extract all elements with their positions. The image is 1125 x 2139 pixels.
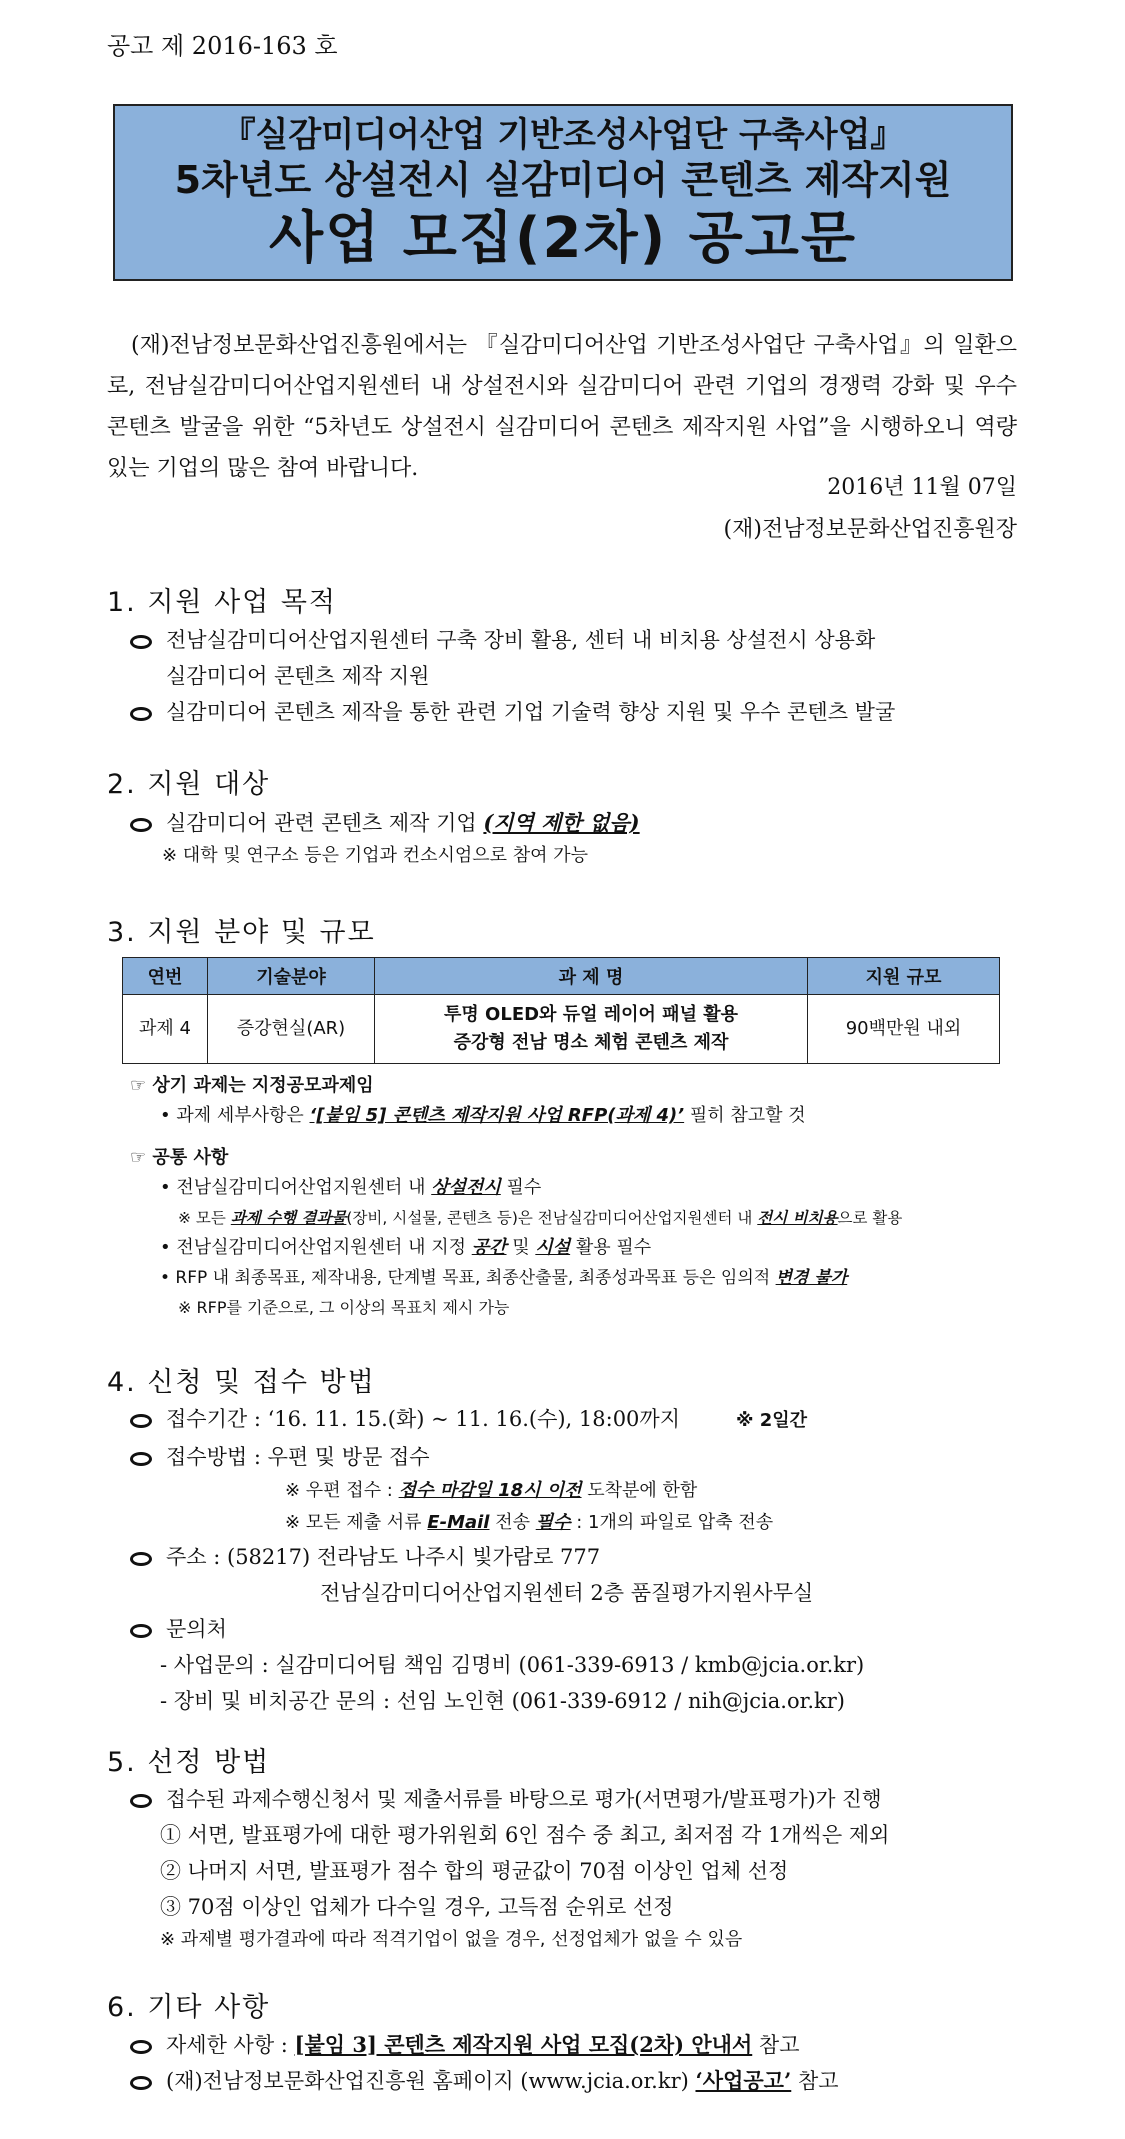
section-1-body <box>130 622 1020 730</box>
intro-text: (재)전남정보문화산업진흥원에서는 『실감미디어산업 기반조성사업단 구축사업』의 일환으로, 전남실감미디어산업지원센터 내 상설전시와 실감미디어 관련 기업의 경쟁력 강화 및 우수 콘텐츠 발굴을 위한 “5차년도 상설전시 실감미디어 콘텐츠 제작지원 사업”을 시행하오니 역량 있는 기업의 많은 참여 바랍니다. <box>107 333 1017 481</box>
notice-date: 2016년 11월 07일 <box>827 475 1017 500</box>
section-6-title: 6. 기타 사항 <box>107 1992 271 2023</box>
circle-bullet-icon <box>130 707 152 721</box>
note: ※ 대학 및 연구소 등은 기업과 컨소시엄으로 참여 가능 <box>162 845 589 866</box>
list-item: • RFP 내 최종목표, 제작내용, 단계별 목표, 최종산출물, 최종성과목표 등은 임의적 변경 불가 <box>160 1268 848 1288</box>
title-banner <box>113 104 1013 281</box>
table-cell: 90백만원 내외 <box>808 995 1000 1064</box>
table-header: 지원 규모 <box>808 958 1000 995</box>
circle-bullet-icon <box>130 2076 152 2090</box>
pointer-note: ☞ 상기 과제는 지정공모과제임 <box>130 1075 374 1096</box>
table-cell: 증강현실(AR) <box>208 995 375 1064</box>
list-item: • 과제 세부사항은 ‘[붙임 5] 콘텐츠 제작지원 사업 RFP(과제 4)’ 필히 참고할 것 <box>160 1105 806 1126</box>
list-item: ② 나머지 서면, 발표평가 점수 합의 평균값이 70점 이상인 업체 선정 <box>160 1859 789 1883</box>
table-cell: 과제 4 <box>123 995 208 1064</box>
section-4-title: 4. 신청 및 접수 방법 <box>107 1367 376 1398</box>
notice-number: 공고 제 2016-163 호 <box>107 32 338 60</box>
note: ※ RFP를 기준으로, 그 이상의 목표치 제시 가능 <box>178 1298 510 1317</box>
circle-bullet-icon <box>130 818 152 832</box>
section-3-title: 3. 지원 분야 및 규모 <box>107 917 376 948</box>
section-2-title: 2. 지원 대상 <box>107 769 271 800</box>
note: ※ 모든 과제 수행 결과물(장비, 시설물, 콘텐츠 등)은 전남실감미디어산업지원센터 내 전시 비치용으로 활용 <box>178 1209 903 1227</box>
list-item: • 전남실감미디어산업지원센터 내 상설전시 필수 <box>160 1177 542 1198</box>
pointer-note: ☞ 공통 사항 <box>130 1147 229 1168</box>
list-item: ③ 70점 이상인 업체가 다수일 경우, 고득점 순위로 선정 <box>160 1895 674 1919</box>
banner-line-1: 『실감미디어산업 기반조성사업단 구축사업』 <box>221 115 905 155</box>
list-item: 접수기간 : ‘16. 11. 15.(화) ~ 11. 16.(수), 18:00까지 ※ 2일간 <box>130 1401 1020 1439</box>
address-line-2: 전남실감미디어산업지원센터 2층 품질평가지원사무실 <box>320 1581 814 1605</box>
section-4-body <box>130 1401 1020 1719</box>
section-1-title: 1. 지원 사업 목적 <box>107 587 338 618</box>
list-item: 전남실감미디어산업지원센터 구축 장비 활용, 센터 내 비치용 상설전시 상용화 <box>130 622 1020 658</box>
circle-bullet-icon <box>130 635 152 649</box>
table-header: 과 제 명 <box>375 958 808 995</box>
circle-bullet-icon <box>130 1552 152 1566</box>
circle-bullet-icon <box>130 1414 152 1428</box>
banner-line-2: 5차년도 상설전시 실감미디어 콘텐츠 제작지원 <box>174 158 952 202</box>
list-item: ① 서면, 발표평가에 대한 평가위원회 6인 점수 중 최고, 최저점 각 1개씩은 제외 <box>160 1823 890 1847</box>
circle-bullet-icon <box>130 1794 152 1808</box>
list-item: 접수방법 : 우편 및 방문 접수 <box>130 1439 1020 1475</box>
table-row <box>123 995 1000 1064</box>
list-item: 접수된 과제수행신청서 및 제출서류를 바탕으로 평가(서면평가/발표평가)가 진행 <box>130 1781 1020 1817</box>
note: ※ 과제별 평가결과에 따라 적격기업이 없을 경우, 선정업체가 없을 수 있음 <box>160 1929 743 1950</box>
intro-paragraph <box>107 325 1017 489</box>
list-item: 실감미디어 관련 콘텐츠 제작 기업 (지역 제한 없음) <box>130 805 1020 841</box>
section-5-body <box>130 1781 1020 1955</box>
section-3-notes <box>130 1071 1030 1323</box>
table-header-row <box>123 958 1000 995</box>
circle-bullet-icon <box>130 2040 152 2054</box>
note: ※ 우편 접수 : 접수 마감일 18시 이전 도착분에 한함 <box>285 1480 698 1501</box>
list-item: • 전남실감미디어산업지원센터 내 지정 공간 및 시설 활용 필수 <box>160 1237 652 1258</box>
list-item: 주소 : (58217) 전라남도 나주시 빛가람로 777 <box>130 1539 1020 1575</box>
table-cell: 투명 OLED와 듀얼 레이어 패널 활용 증강형 전남 명소 체험 콘텐츠 제작 <box>375 995 808 1064</box>
circle-bullet-icon <box>130 1452 152 1466</box>
list-item: 자세한 사항 : [붙임 3] 콘텐츠 제작지원 사업 모집(2차) 안내서 참고 <box>130 2027 1020 2063</box>
list-item: 문의처 <box>130 1611 1020 1647</box>
circle-bullet-icon <box>130 1624 152 1638</box>
note: ※ 모든 제출 서류 E-Mail 전송 필수 : 1개의 파일로 압축 전송 <box>285 1512 774 1533</box>
list-item: (재)전남정보문화산업진흥원 홈페이지 (www.jcia.or.kr) ‘사업공고’ 참고 <box>130 2063 1020 2099</box>
table-header: 기술분야 <box>208 958 375 995</box>
section-5-title: 5. 선정 방법 <box>107 1747 271 1778</box>
list-item: 실감미디어 콘텐츠 제작 지원 <box>166 664 430 688</box>
contact-item: - 장비 및 비치공간 문의 : 선임 노인현 (061-339-6912 / nih@jcia.or.kr) <box>160 1689 845 1713</box>
table-header: 연번 <box>123 958 208 995</box>
section-6-body <box>130 2027 1020 2099</box>
list-item: 실감미디어 콘텐츠 제작을 통한 관련 기업 기술력 향상 지원 및 우수 콘텐츠 발굴 <box>130 694 1020 730</box>
section-2-body <box>130 805 1020 871</box>
banner-line-3: 사업 모집(2차) 공고문 <box>269 206 857 271</box>
support-table <box>122 957 1000 1064</box>
issuing-org: (재)전남정보문화산업진흥원장 <box>723 517 1017 542</box>
emphasis: (지역 제한 없음) <box>483 810 640 835</box>
contact-item: - 사업문의 : 실감미디어팀 책임 김명비 (061-339-6913 / kmb@jcia.or.kr) <box>160 1653 865 1677</box>
